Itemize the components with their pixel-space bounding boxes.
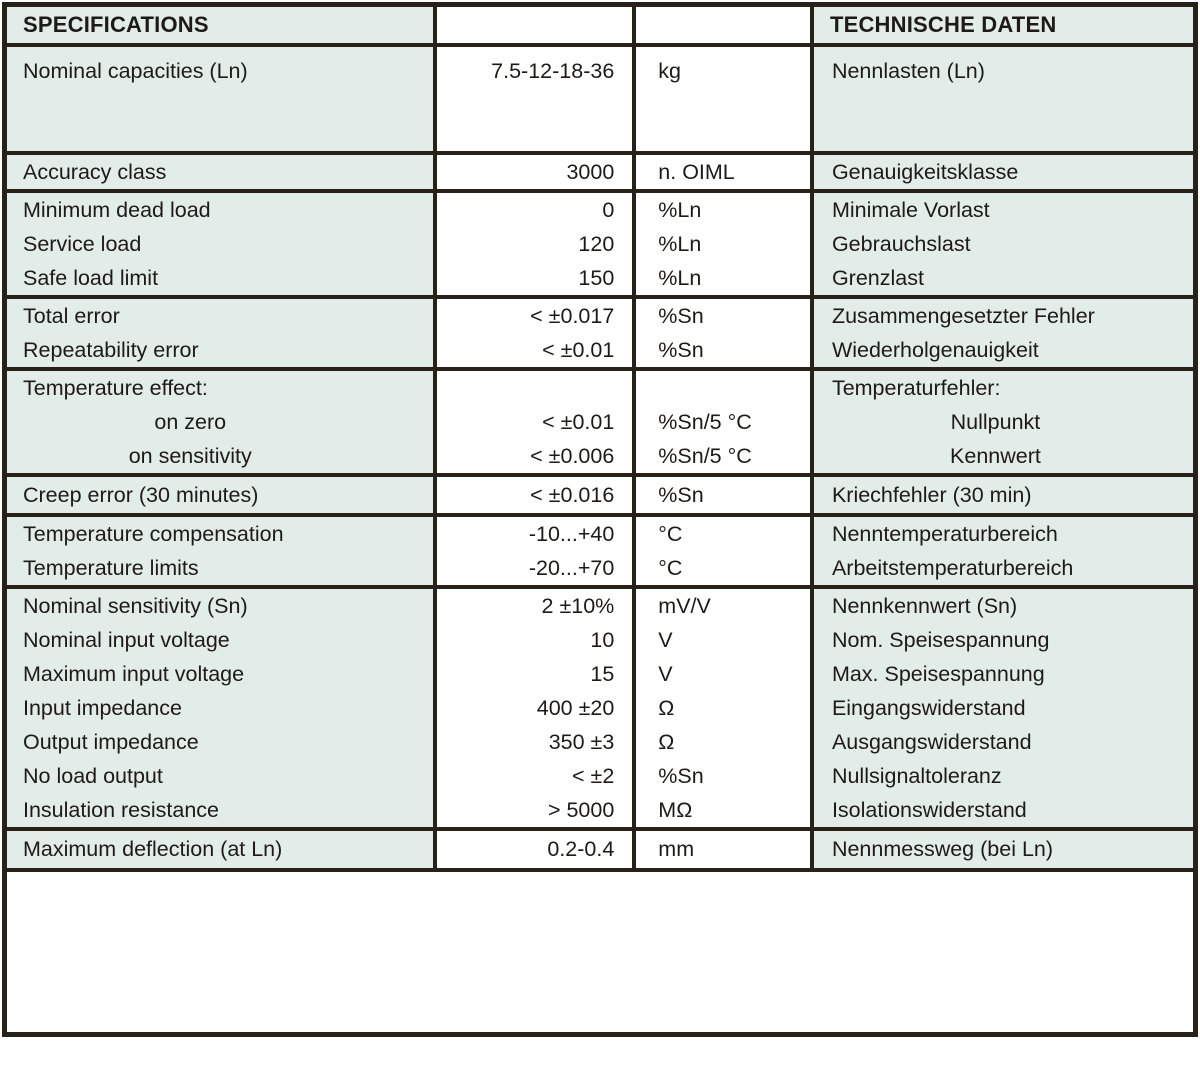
spec-value: 7.5-12-18-36 [491,58,615,83]
spec-label-cell [5,515,436,587]
spec-unit: %Sn [658,303,704,328]
spec-label: on zero [154,409,227,434]
spec-label: Output impedance [23,729,199,754]
spec-value: < ±0.01 [542,409,615,434]
spec-label-de-cell [812,475,1196,515]
spec-label-de-cell [812,515,1196,587]
spec-unit: Ω [658,695,675,720]
spec-label-de: Grenzlast [831,265,924,290]
spec-label-de: Nullpunkt [950,409,1041,434]
spec-label-de: Nennmessweg (bei Ln) [831,837,1054,861]
spec-label: Temperature compensation [23,521,284,546]
spec-label-de: Max. Speisespannung [831,661,1045,686]
table-row [5,191,1196,297]
spec-label: Repeatability error [23,337,199,362]
spec-label-de: Nennlasten (Ln) [831,58,985,83]
spec-value-cell [435,369,634,475]
spec-label: Temperature limits [23,555,199,580]
spec-value-cell [435,153,634,191]
spec-value: 2 ±10% [541,593,615,618]
spec-value: < ±0.01 [542,337,615,362]
spec-label-de: Kennwert [950,443,1041,468]
spec-value: 350 ±3 [548,729,615,754]
spec-label-de: Nenntemperaturbereich [831,521,1058,546]
spec-label: Maximum input voltage [23,661,245,686]
spec-label: Service load [23,231,142,256]
spec-label-cell [5,829,436,870]
spec-unit-cell [634,515,812,587]
spec-unit: %Ln [658,231,702,256]
spec-unit-cell [634,587,812,829]
spec-label-de: Nennkennwert (Sn) [831,593,1018,618]
spec-value-cell [435,45,634,153]
footer-row [5,870,1196,1035]
spec-unit: V [658,661,673,686]
spec-value: 3000 [566,159,615,184]
table-row [5,369,1196,475]
table-row [5,45,1196,153]
spec-value: 15 [590,661,615,686]
spec-value: -10...+40 [528,521,615,546]
header-empty-value-cell [435,5,634,45]
spec-value: < ±2 [572,763,615,788]
specifications-table [2,2,1198,1037]
spec-value: 10 [590,627,615,652]
spec-value: 0.2-0.4 [547,837,615,861]
spec-label: Insulation resistance [23,797,219,822]
spec-unit-cell [634,45,812,153]
spec-value: 400 ±20 [536,695,615,720]
spec-label-de: Wiederholgenauigkeit [831,337,1039,362]
header-specifications: SPECIFICATIONS [5,5,436,45]
spec-label: Nominal sensitivity (Sn) [23,593,248,618]
spec-label: Input impedance [23,695,182,720]
spec-label: Nominal capacities (Ln) [23,58,248,83]
spec-label: Temperature effect: [23,375,208,400]
spec-unit: %Sn/5 °C [658,409,752,434]
header-technische-daten: TECHNISCHE DATEN [812,5,1196,45]
spec-label: Accuracy class [23,159,167,184]
spec-value-cell [435,297,634,369]
spec-label: on sensitivity [128,443,252,468]
spec-label: Creep error (30 minutes) [23,482,259,507]
spec-label-de-cell [812,45,1196,153]
spec-label-de: Minimale Vorlast [831,197,990,222]
spec-label-de: Genauigkeitsklasse [831,159,1019,184]
spec-unit: %Sn [658,482,704,507]
spec-unit: n. OIML [658,159,735,184]
spec-label-cell [5,587,436,829]
spec-unit [658,371,810,405]
spec-unit: %Sn [658,763,704,788]
spec-label-de-cell [812,297,1196,369]
spec-unit: °C [658,555,683,580]
spec-label-de: Arbeitstemperaturbereich [831,555,1074,580]
spec-value-cell [435,475,634,515]
spec-value: -20...+70 [528,555,615,580]
spec-unit: °C [658,521,683,546]
spec-value-cell [435,191,634,297]
spec-unit: %Sn/5 °C [658,443,752,468]
table-header-row [5,5,1196,45]
spec-value: 120 [578,231,615,256]
spec-value: < ±0.017 [530,303,615,328]
spec-unit: %Sn [658,337,704,362]
spec-value: 0 [602,197,615,222]
spec-unit: V [658,627,673,652]
spec-value: 150 [578,265,615,290]
spec-label-de: Nullsignaltoleranz [831,763,1002,788]
spec-label-de-cell [812,191,1196,297]
spec-label-cell [5,475,436,515]
spec-unit-cell [634,297,812,369]
spec-unit: mV/V [658,593,711,618]
spec-label: Total error [23,303,120,328]
spec-value-cell [435,587,634,829]
spec-unit-cell [634,191,812,297]
spec-unit: %Ln [658,197,702,222]
spec-unit-cell [634,153,812,191]
spec-label-de-cell [812,829,1196,870]
spec-unit-cell [634,829,812,870]
spec-label-cell [5,153,436,191]
spec-unit-cell [634,475,812,515]
table-row [5,153,1196,191]
spec-label-cell [5,369,436,475]
spec-label-de: Kriechfehler (30 min) [831,482,1032,507]
spec-unit: mm [658,837,695,861]
spec-label: Maximum deflection (at Ln) [23,837,283,861]
spec-unit-cell [634,369,812,475]
spec-unit: Ω [658,729,675,754]
spec-value-cell [435,515,634,587]
footer-blank-area [5,870,1196,1035]
spec-label-de: Gebrauchslast [831,231,971,256]
spec-label-de-cell [812,587,1196,829]
spec-value: > 5000 [547,797,615,822]
spec-label-cell [5,45,436,153]
spec-unit: kg [658,58,682,83]
table-row [5,475,1196,515]
spec-label: Nominal input voltage [23,627,230,652]
spec-label-de: Isolationswiderstand [831,797,1027,822]
spec-label-de: Ausgangswiderstand [831,729,1032,754]
spec-label-cell [5,191,436,297]
spec-unit: %Ln [658,265,702,290]
spec-label-de: Eingangswiderstand [831,695,1026,720]
table-row [5,515,1196,587]
spec-value: < ±0.016 [530,482,615,507]
table-row [5,297,1196,369]
table-row [5,587,1196,829]
spec-label: No load output [23,763,163,788]
spec-label-de: Temperaturfehler: [831,375,1001,400]
spec-value-cell [435,829,634,870]
table-row [5,829,1196,870]
spec-value: < ±0.006 [530,443,615,468]
spec-label-de: Nom. Speisespannung [831,627,1050,652]
spec-unit: MΩ [658,797,693,822]
spec-label: Minimum dead load [23,197,211,222]
spec-label-cell [5,297,436,369]
header-empty-unit-cell [634,5,812,45]
spec-label-de: Zusammengesetzter Fehler [831,303,1095,328]
spec-value [437,371,614,405]
spec-label-de-cell [812,153,1196,191]
spec-label: Safe load limit [23,265,159,290]
spec-label-de-cell [812,369,1196,475]
